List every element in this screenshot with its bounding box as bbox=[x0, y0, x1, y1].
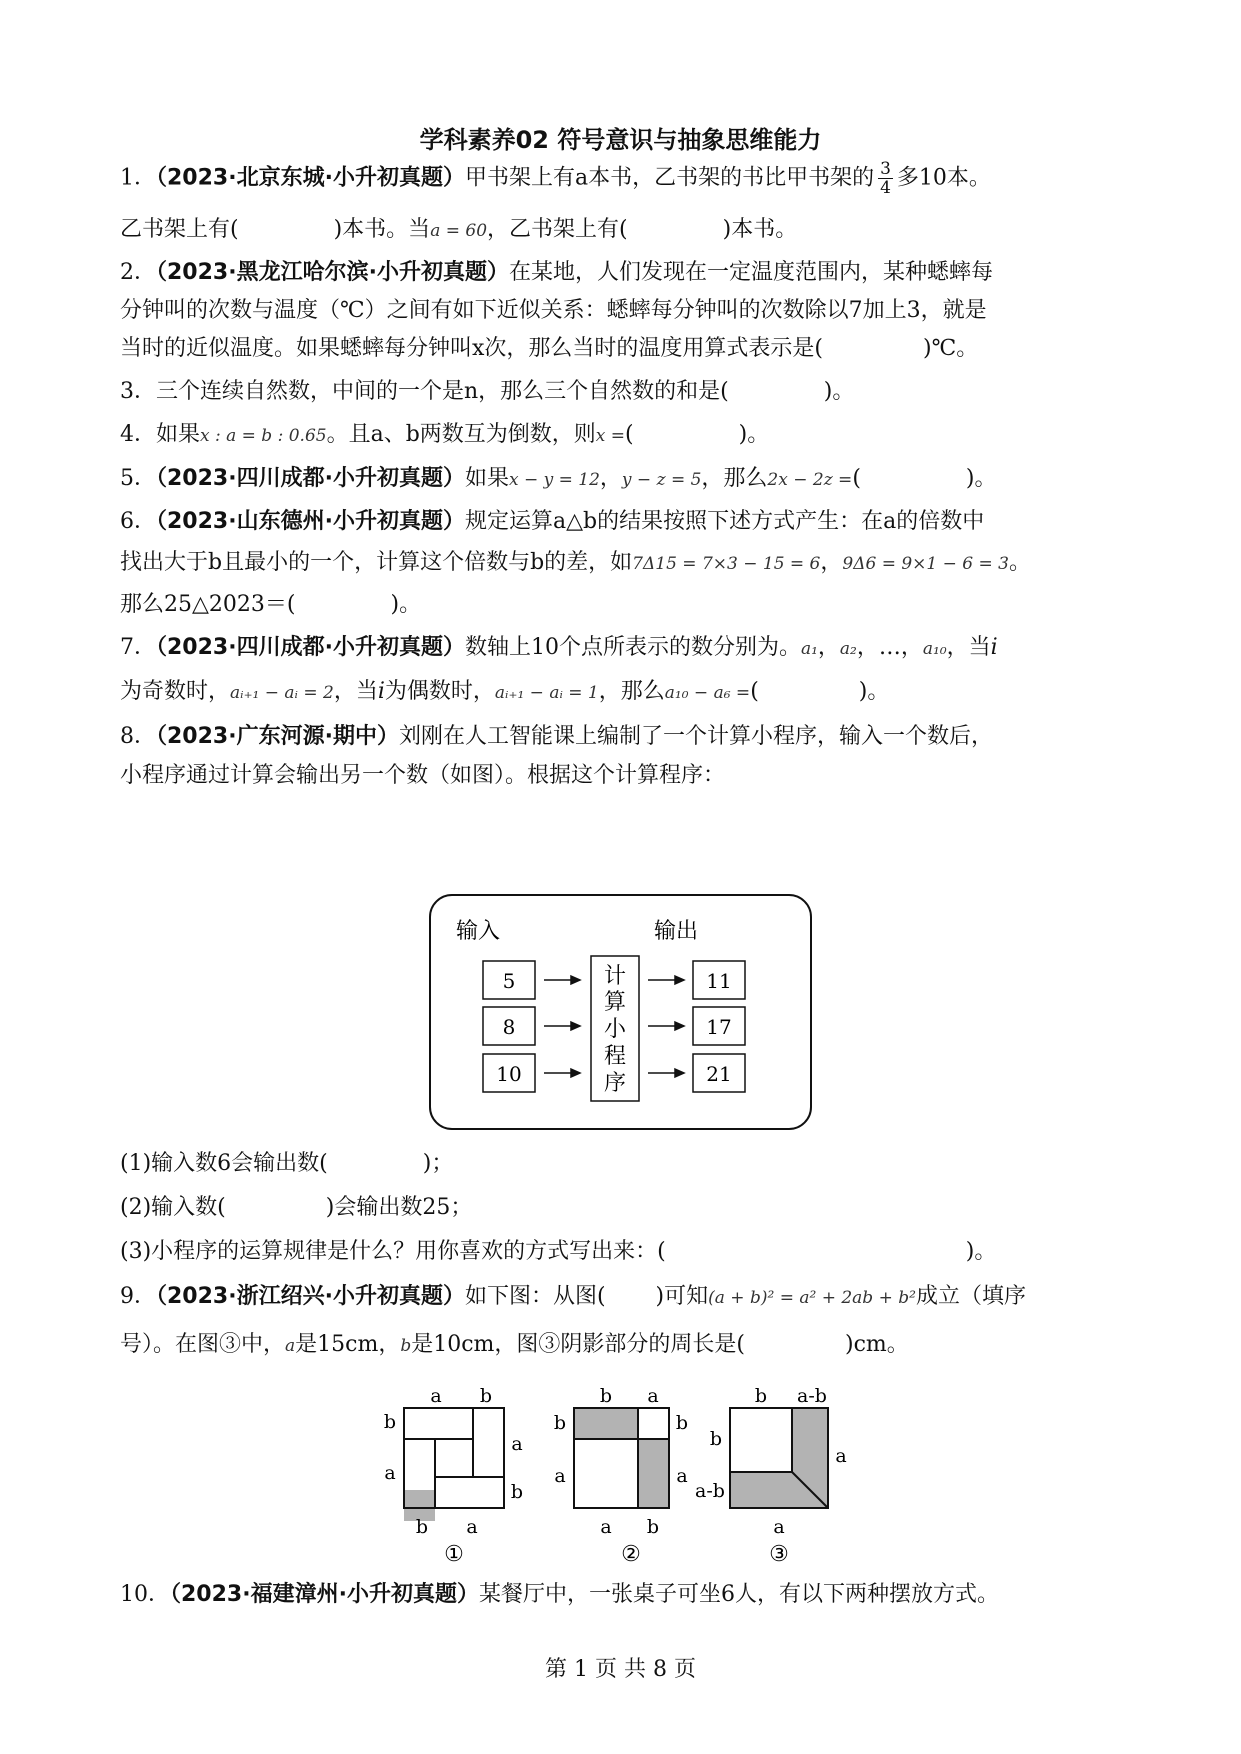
question-7-line-1: 7．（2023·四川成都·小升初真题）数轴上10个点所表示的数分别为。a₁，a₂，…，a₁₀，当i bbox=[120, 635, 998, 660]
question-8-sub-1: (1)输入数6会输出数( )； bbox=[120, 1151, 454, 1176]
math-expression: a₁₀ − a₆ = bbox=[664, 683, 751, 703]
program-char: 计 bbox=[603, 964, 627, 989]
question-6-line-1: 6．（2023·山东德州·小升初真题）规定运算a△b的结果按照下述方式产生：在a的倍数中 bbox=[120, 509, 985, 534]
svg-text:a: a bbox=[466, 1516, 478, 1538]
question-3: 3．三个连续自然数，中间的一个是n，那么三个自然数的和是( )。 bbox=[120, 379, 855, 404]
svg-text:a: a bbox=[647, 1385, 659, 1407]
question-6-line-2: 找出大于b且最小的一个，计算这个倍数与b的差，如7Δ15 = 7×3 − 15 = 6，9Δ6 = 9×1 − 6 = 3。 bbox=[120, 550, 1031, 575]
figure-caption: ② bbox=[621, 1542, 641, 1567]
output-value: 11 bbox=[706, 969, 732, 993]
output-value: 21 bbox=[706, 1062, 732, 1086]
svg-text:b: b bbox=[675, 1412, 689, 1434]
input-label: 输入 bbox=[455, 919, 501, 944]
math-expression: y − z = 5 bbox=[621, 470, 702, 490]
svg-text:a: a bbox=[676, 1465, 688, 1487]
math-expression: x : a = b : 0.65 bbox=[200, 426, 327, 446]
calculation-program-diagram bbox=[428, 893, 813, 1133]
svg-text:a: a bbox=[600, 1516, 612, 1538]
math-expression: a = 60 bbox=[430, 221, 488, 241]
question-source: （2023·广东河源·期中） bbox=[156, 724, 399, 749]
figure-caption: ① bbox=[444, 1542, 464, 1567]
svg-text:a: a bbox=[511, 1433, 523, 1455]
math-expression: 7Δ15 = 7×3 − 15 = 6 bbox=[632, 554, 821, 574]
svg-text:a-b: a-b bbox=[797, 1385, 827, 1407]
output-value: 17 bbox=[706, 1015, 732, 1039]
question-1-line-2: 乙书架上有( )本书。当a = 60，乙书架上有( )本书。 bbox=[120, 217, 798, 242]
fraction: $\frac{3}{4}$ bbox=[880, 159, 891, 198]
question-2-line-2: 分钟叫的次数与温度（℃）之间有如下近似关系：蟋蟀每分钟叫的次数除以7加上3，就是 bbox=[120, 298, 987, 323]
program-char: 程 bbox=[603, 1044, 627, 1069]
square-figures bbox=[380, 1378, 870, 1568]
svg-text:b: b bbox=[510, 1481, 524, 1503]
program-char: 小 bbox=[603, 1017, 627, 1042]
question-source: （2023·黑龙江哈尔滨·小升初真题） bbox=[156, 260, 509, 285]
question-9-line-2: 号）。在图③中，a是15cm，b是10cm，图③阴影部分的周长是( )cm。 bbox=[120, 1332, 909, 1357]
question-4: 4．如果x : a = b : 0.65。且a、b两数互为倒数，则x =( )。 bbox=[120, 422, 770, 447]
figure-3 bbox=[695, 1385, 847, 1567]
figure-caption: ③ bbox=[769, 1542, 789, 1567]
svg-text:a: a bbox=[430, 1385, 442, 1407]
math-expression: (a + b)² = a² + 2ab + b² bbox=[708, 1288, 916, 1308]
question-7-line-2: 为奇数时，aᵢ₊₁ − aᵢ = 2，当i为偶数时，aᵢ₊₁ − aᵢ = 1，那么a₁₀ − a₆ =( )。 bbox=[120, 679, 890, 704]
question-source: （2023·北京东城·小升初真题） bbox=[156, 165, 465, 191]
input-value: 10 bbox=[496, 1062, 522, 1086]
page-footer: 第 1 页 共 8 页 bbox=[545, 1657, 696, 1682]
question-8-sub-2: (2)输入数( )会输出数25； bbox=[120, 1195, 473, 1220]
math-expression: 9Δ6 = 9×1 − 6 = 3 bbox=[842, 554, 1009, 574]
svg-text:b: b bbox=[479, 1385, 493, 1407]
svg-text:b: b bbox=[415, 1516, 429, 1538]
question-2-line-1: 2．（2023·黑龙江哈尔滨·小升初真题）在某地，人们发现在一定温度范围内，某种蟋蟀每 bbox=[120, 260, 993, 285]
question-source: （2023·山东德州·小升初真题） bbox=[156, 509, 465, 534]
question-8-sub-3: (3)小程序的运算规律是什么？用你喜欢的方式写出来：( )。 bbox=[120, 1239, 997, 1264]
question-source: （2023·浙江绍兴·小升初真题） bbox=[156, 1284, 465, 1309]
page-title: 学科素养02 符号意识与抽象思维能力 bbox=[419, 126, 822, 154]
question-6-line-3: 那么25△2023＝( )。 bbox=[120, 592, 422, 617]
svg-text:b: b bbox=[646, 1516, 660, 1538]
question-8-line-2: 小程序通过计算会输出另一个数（如图）。根据这个计算程序： bbox=[120, 763, 726, 788]
question-10: 10．（2023·福建漳州·小升初真题）某餐厅中，一张桌子可坐6人，有以下两种摆放方式。 bbox=[120, 1582, 999, 1607]
svg-text:b: b bbox=[754, 1385, 768, 1407]
figure-1 bbox=[384, 1385, 523, 1567]
svg-text:b: b bbox=[709, 1428, 723, 1450]
svg-text:a: a bbox=[554, 1465, 566, 1487]
shaded-region bbox=[574, 1408, 638, 1439]
svg-text:b: b bbox=[553, 1412, 567, 1434]
question-8-line-1: 8．（2023·广东河源·期中）刘刚在人工智能课上编制了一个计算小程序，输入一个数后， bbox=[120, 724, 993, 749]
input-value: 8 bbox=[502, 1015, 516, 1039]
question-source: （2023·四川成都·小升初真题） bbox=[156, 466, 465, 491]
math-expression: aᵢ₊₁ − aᵢ = 1 bbox=[494, 683, 599, 703]
math-expression: x − y = 12 bbox=[508, 470, 600, 490]
question-1-line-1: 1．（2023·北京东城·小升初真题）甲书架上有a本书，乙书架的书比甲书架的 $\frac{3}{4}$ 多10本。 bbox=[120, 159, 991, 198]
svg-text:a: a bbox=[384, 1462, 396, 1484]
figure-2 bbox=[554, 1385, 688, 1567]
question-source: （2023·福建漳州·小升初真题） bbox=[170, 1582, 479, 1607]
math-expression: x = bbox=[595, 426, 626, 446]
svg-text:a: a bbox=[773, 1516, 785, 1538]
svg-text:b: b bbox=[383, 1411, 397, 1433]
math-expression: aᵢ₊₁ − aᵢ = 2 bbox=[230, 683, 334, 703]
question-2-line-3: 当时的近似温度。如果蟋蟀每分钟叫x次，那么当时的温度用算式表示是( )℃。 bbox=[120, 336, 979, 361]
question-source: （2023·四川成都·小升初真题） bbox=[156, 635, 465, 660]
question-5: 5．（2023·四川成都·小升初真题）如果x − y = 12，y − z = 5，那么2x − 2z =( )。 bbox=[120, 466, 997, 491]
input-value: 5 bbox=[502, 969, 516, 993]
math-expression: 2x − 2z = bbox=[767, 470, 853, 490]
svg-text:b: b bbox=[599, 1385, 613, 1407]
output-label: 输出 bbox=[653, 919, 699, 944]
question-9-line-1: 9．（2023·浙江绍兴·小升初真题）如下图：从图( )可知(a + b)² = a² + 2ab + b²成立（填序 bbox=[120, 1284, 1026, 1309]
svg-text:a-b: a-b bbox=[695, 1480, 725, 1502]
program-char: 算 bbox=[603, 990, 627, 1015]
svg-text:a: a bbox=[835, 1445, 847, 1467]
program-char: 序 bbox=[603, 1071, 627, 1096]
shaded-region bbox=[638, 1439, 669, 1508]
